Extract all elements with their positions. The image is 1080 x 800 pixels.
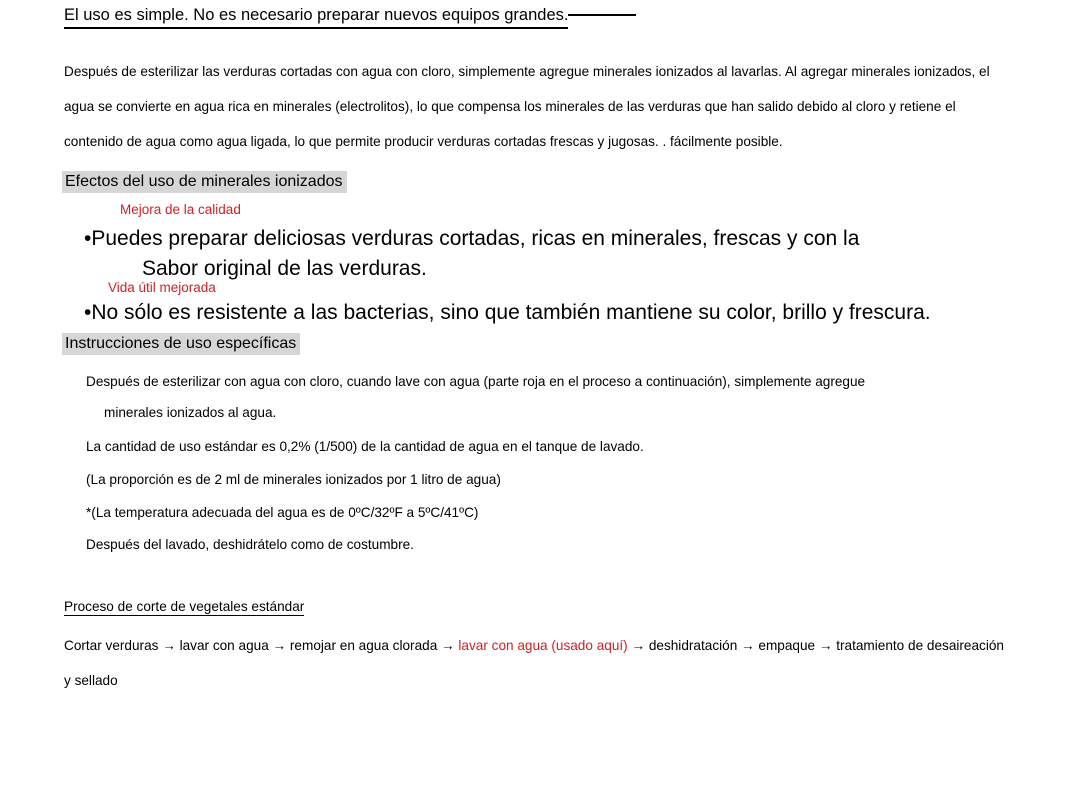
process-steps-after: → deshidratación → empaque → tratamiento de desaireación y sellado	[64, 638, 1004, 688]
bullet-quality-line-1: •Puedes preparar deliciosas verduras cortadas, ricas en minerales, frescas y con la	[84, 227, 860, 250]
title-underline-rule	[568, 14, 636, 16]
section-header-instructions	[62, 333, 300, 355]
section-header-instructions-text: Instrucciones de uso específicas	[62, 333, 300, 355]
instruction-line-1-part-1: Después de esterilizar con agua con cloro, cuando lave con agua (parte roja en el proceso a continuación), simplemente agregue	[86, 374, 866, 389]
instruction-line-2: La cantidad de uso estándar es 0,2% (1/500) de la cantidad de agua en el tanque de lavado.	[86, 439, 644, 454]
document-title-text: El uso es simple. No es necesario preparar nuevos equipos grandes.	[64, 4, 568, 29]
process-step-highlighted: lavar con agua (usado aquí)	[458, 638, 628, 653]
label-quality-improvement: Mejora de la calidad	[120, 202, 241, 217]
label-shelf-life: Vida útil mejorada	[108, 280, 216, 295]
bullet-shelf-life: •No sólo es resistente a las bacterias, sino que también mantiene su color, brillo y frescura.	[84, 301, 931, 324]
instruction-line-3: (La proporción es de 2 ml de minerales ionizados por 1 litro de agua)	[86, 472, 501, 487]
section-header-effects	[62, 171, 347, 193]
process-section-title-text: Proceso de corte de vegetales estándar	[64, 599, 305, 614]
instruction-line-1	[86, 366, 976, 428]
instruction-line-4: *(La temperatura adecuada del agua es de 0ºC/32ºF a 5ºC/41ºC)	[86, 505, 479, 520]
bullet-quality-line-2: Sabor original de las verduras.	[142, 257, 427, 280]
section-header-effects-text: Efectos del uso de minerales ionizados	[62, 171, 347, 193]
document-title	[64, 4, 704, 29]
intro-paragraph: Después de esterilizar las verduras cortadas con agua con cloro, simplemente agregue minerales ionizados al lavarlas. Al agregar minerales ionizados, el agua se convierte en agua rica en minerales (electrolitos), lo que compensa los minerales de las verduras que han salido debido al cloro y retiene el contenido de agua como agua ligada, lo que permite producir verduras cortadas frescas y jugosas. . fácilmente posible.	[64, 63, 990, 149]
bullet-quality-improvement	[84, 224, 964, 284]
process-steps-before: Cortar verduras → lavar con agua → remojar en agua clorada →	[64, 638, 459, 653]
process-section-title	[64, 597, 304, 617]
instruction-line-5: Después del lavado, deshidrátelo como de costumbre.	[86, 537, 414, 552]
process-flow-text	[64, 628, 1004, 698]
instruction-line-1-part-2: minerales ionizados al agua.	[104, 405, 277, 420]
